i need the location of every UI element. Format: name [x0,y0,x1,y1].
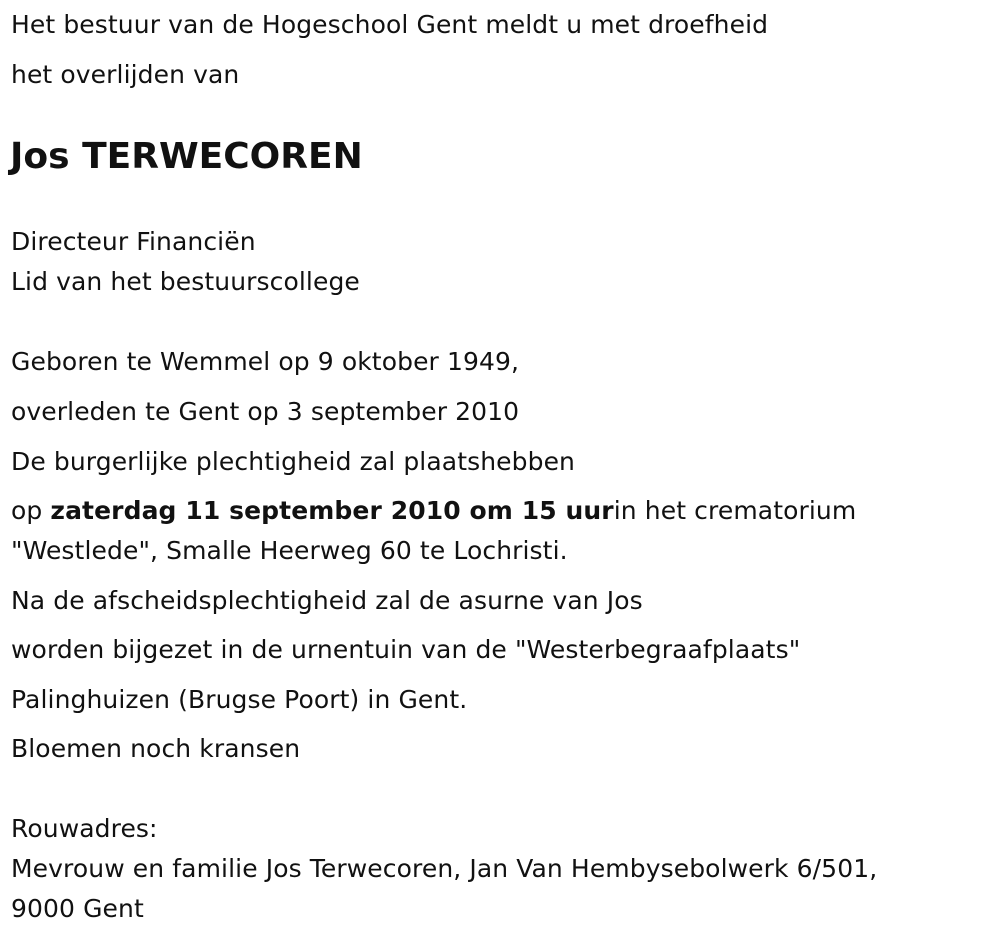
address-line-1: Mevrouw en familie Jos Terwecoren, Jan Van Hembysebolwerk 6/501, [11,854,878,883]
address-label: Rouwadres: [11,814,158,843]
deceased-name: Jos TERWECOREN [10,136,363,177]
ceremony-line-2 [11,495,856,527]
ceremony-prefix: op [11,496,51,525]
function-line-2: Lid van het bestuurscollege [11,267,360,296]
intro-line-1: Het bestuur van de Hogeschool Gent meldt u met droefheid [11,10,769,39]
ceremony-line-1: De burgerlijke plechtigheid zal plaatshebben [11,447,576,476]
flowers-line: Bloemen noch kransen [11,734,301,763]
ceremony-datetime: zaterdag 11 september 2010 om 15 uur [50,496,614,525]
address-line-2: 9000 Gent [11,894,144,923]
function-line-1: Directeur Financiën [11,227,256,256]
urn-line-3: Palinghuizen (Brugse Poort) in Gent. [11,685,468,714]
urn-line-2: worden bijgezet in de urnentuin van de "Westerbegraafplaats" [11,635,801,664]
ceremony-location: "Westlede", Smalle Heerweg 60 te Lochristi. [11,536,568,565]
birth-line: Geboren te Wemmel op 9 oktober 1949, [11,347,520,376]
ceremony-suffix: in het crematorium [613,496,857,525]
death-line: overleden te Gent op 3 september 2010 [11,397,520,426]
urn-line-1: Na de afscheidsplechtigheid zal de asurne van Jos [11,586,643,615]
intro-line-2: het overlijden van [11,60,240,89]
